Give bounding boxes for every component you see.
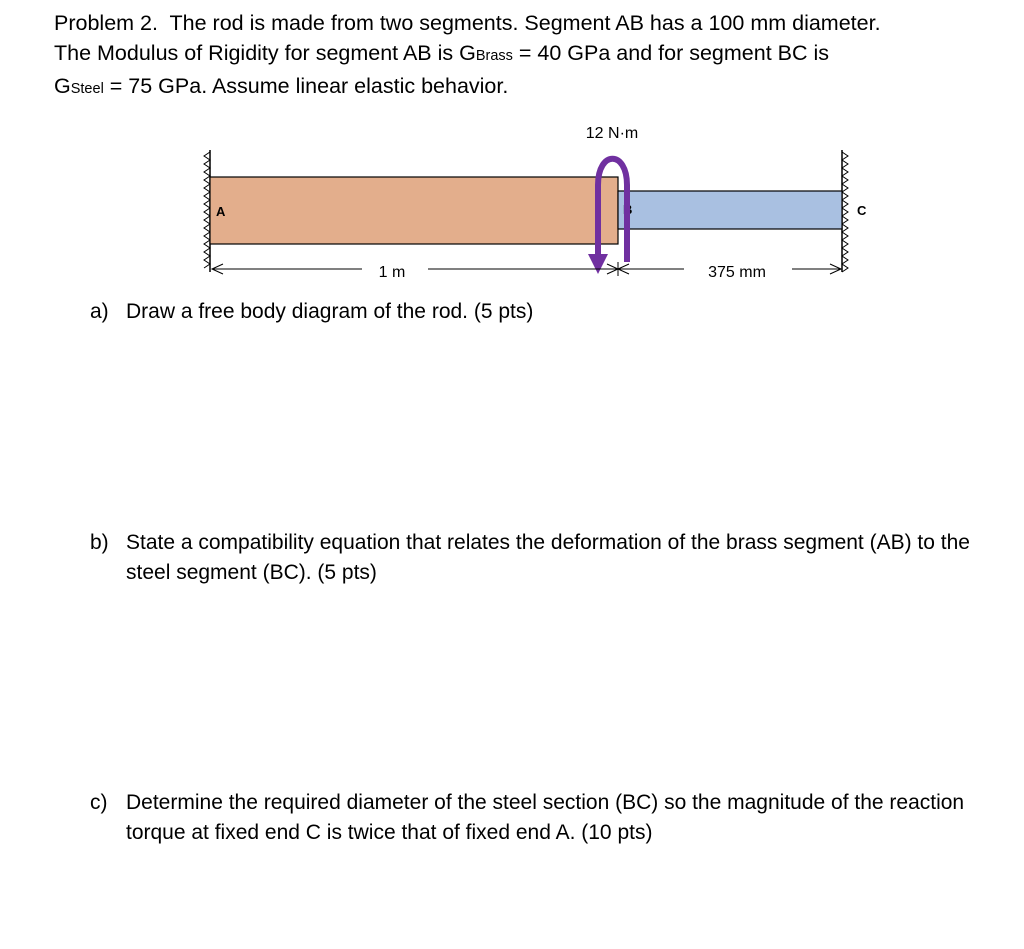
question-b-label: b): [90, 531, 109, 554]
problem-line-2: The Modulus of Rigidity for segment AB is GBrass = 40 GPa and for segment BC is: [54, 41, 830, 65]
question-b-text: State a compatibility equation that relates the deformation of the brass segment (AB) to the steel segment (BC). (5 pts): [126, 531, 970, 584]
steel-segment-bc: [618, 191, 842, 229]
question-c: [90, 788, 990, 848]
problem-line-1: Problem 2. The rod is made from two segments. Segment AB has a 100 mm diameter.: [54, 11, 881, 35]
brass-segment-ab: [210, 177, 618, 244]
dimension-ab-label: 1 m: [378, 264, 406, 281]
torque-label: 12 N·m: [585, 125, 639, 142]
problem-line-3: GSteel = 75 GPa. Assume linear elastic behavior.: [54, 74, 509, 98]
question-a-text: Draw a free body diagram of the rod. (5 pts): [126, 300, 534, 323]
g-steel-subscript: Steel: [70, 81, 104, 97]
label-c: C: [857, 203, 867, 218]
problem-number: Problem 2.: [54, 11, 158, 35]
fixed-support-c: [842, 150, 848, 272]
dimension-bc-label: 375 mm: [708, 264, 766, 281]
question-b: [90, 528, 990, 588]
label-a: A: [216, 204, 226, 219]
question-a: [90, 297, 990, 327]
question-c-label: c): [90, 791, 108, 814]
question-a-label: a): [90, 300, 109, 323]
g-brass-subscript: Brass: [475, 48, 513, 64]
question-c-text: Determine the required diameter of the steel section (BC) so the magnitude of the reaction torque at fixed end C is twice that of fixed end A. (10 pts): [126, 791, 965, 844]
fixed-support-a: [204, 150, 210, 272]
dimension-ab: [212, 264, 618, 274]
label-b: B: [623, 202, 633, 217]
